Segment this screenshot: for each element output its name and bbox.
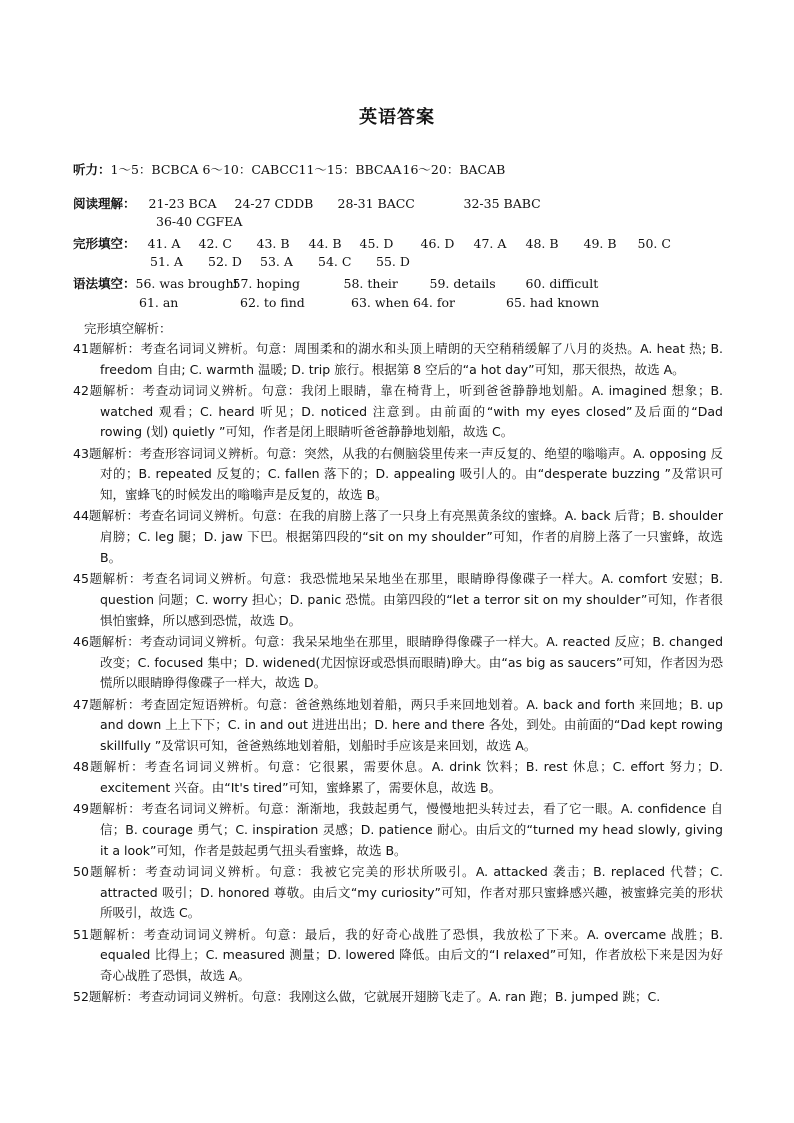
reading-label: 阅读理解： bbox=[73, 196, 136, 211]
explanation-item: 46题解析：考查动词词义辨析。句意：我呆呆地坐在那里，眼睛睁得像碟子一样大。A. reacted 反应；B. changed 改变；C. focused 集中；D. widened(尤因惊讶或恐惧而眼睛)睁大。由“as big as saucers”可知，作者因为恐慌所以眼睛睁得像碟子一样大，故选 D。 bbox=[73, 633, 723, 691]
answer-group: 21-23 BCA bbox=[148, 196, 217, 211]
answer-item: 45. D bbox=[359, 236, 394, 251]
answer-item: 65. had known bbox=[506, 295, 600, 310]
answer-item: 61. an bbox=[139, 295, 179, 310]
answer-group: 11～15：BBCAA bbox=[298, 162, 402, 177]
answer-group: 6～10：CABCC bbox=[202, 162, 299, 177]
answer-item: 60. difficult bbox=[525, 276, 599, 291]
explanation-list bbox=[73, 339, 723, 1009]
answer-item: 57. hoping bbox=[232, 276, 300, 291]
explanation-item: 47题解析：考查固定短语辨析。句意：爸爸熟练地划着船，两只手来回地划着。A. back and forth 来回地；B. up and down 上上下下；C. in and out 进进出出；D. here and there 各处，到处。由前面的“Dad kept rowing skillfully ”及常识可知，爸爸熟练地划着船，划船时手应该是来回划，故选 A。 bbox=[73, 696, 723, 753]
explanation-item: 44题解析：考查名词词义辨析。句意：在我的肩膀上落了一只身上有亮黑黄条纹的蜜蜂。A. back 后背；B. shoulder 肩膀；C. leg 腿；D. jaw 下巴。根据第四段的“sit on my shoulder”可知，作者的肩膀上落了一只蜜蜂，故选 B。 bbox=[73, 508, 723, 565]
answer-item: 62. to find bbox=[240, 295, 305, 310]
answer-item: 50. C bbox=[637, 236, 671, 251]
answer-item: 52. D bbox=[208, 254, 242, 269]
explanation-title: 完形填空解析： bbox=[84, 321, 172, 336]
answer-grammar-row2 bbox=[139, 295, 599, 310]
answer-group: 24-27 CDDB bbox=[234, 196, 314, 211]
answer-item: 46. D bbox=[420, 236, 455, 251]
answer-item: 58. their bbox=[343, 276, 398, 291]
explanation-item: 43题解析：考查形容词词义辨析。句意：突然，从我的右侧脑袋里传来一声反复的、绝望的嗡嗡声。A. opposing 反对的；B. repeated 反复的；C. fallen 落下的；D. appealing 吸引人的。由“desperate buzzing ”及常识可知，蜜蜂飞的时候发出的嗡嗡声是反复的，故选 B。 bbox=[73, 445, 723, 503]
answer-cloze bbox=[73, 234, 671, 252]
answer-item: 51. A bbox=[150, 254, 183, 269]
listening-label: 听力： bbox=[73, 162, 111, 177]
answer-item: 44. B bbox=[308, 236, 342, 251]
answer-item: 59. details bbox=[429, 276, 496, 291]
answer-item: 42. C bbox=[198, 236, 232, 251]
answer-item: 55. D bbox=[376, 254, 410, 269]
answer-group: 32-35 BABC bbox=[463, 196, 541, 211]
answer-item: 48. B bbox=[525, 236, 559, 251]
explanation-item: 51题解析：考查动词词义辨析。句意：最后，我的好奇心战胜了恐惧，我放松了下来。A. overcame 战胜；B. equaled 比得上；C. measured 测量；D. lowered 降低。由后文的“I relaxed”可知，作者放松下来是因为好奇心战胜了恐惧，故选 A。 bbox=[73, 926, 723, 984]
explanation-item: 41题解析：考查名词词义辨析。句意：周围柔和的湖水和头顶上晴朗的天空稍稍缓解了八月的炎热。A. heat 热; B. freedom 自由; C. warmth 温暖; D. trip 旅行。根据第 8 空后的“a hot day”可知，那天很热，故选 A。 bbox=[73, 341, 723, 377]
answer-cloze-row2 bbox=[150, 254, 410, 269]
answer-item: 63. when 64. for bbox=[351, 295, 456, 310]
answer-group: 36-40 CGFEA bbox=[156, 214, 243, 229]
answer-item: 56. was brought bbox=[135, 276, 239, 291]
answer-item: 49. B bbox=[583, 236, 617, 251]
answer-listening bbox=[73, 160, 505, 178]
explanation-item: 49题解析：考查名词词义辨析。句意：渐渐地，我鼓起勇气，慢慢地把头转过去，看了它一眼。A. confidence 自信；B. courage 勇气；C. inspiration 灵感；D. patience 耐心。由后文的“turned my head slowly, giving it a look”可知，作者是鼓起勇气扭头看蜜蜂，故选 B。 bbox=[73, 801, 723, 858]
cloze-label: 完形填空： bbox=[73, 236, 136, 251]
answer-item: 41. A bbox=[147, 236, 181, 251]
explanation-item: 45题解析：考查名词词义辨析。句意：我恐慌地呆呆地坐在那里，眼睛睁得像碟子一样大。A. comfort 安慰；B. question 问题；C. worry 担心；D. panic 恐慌。由第四段的“let a terror sit on my shoulder”可知，作者很惧怕蜜蜂，所以感到恐慌，故选 D。 bbox=[73, 571, 723, 628]
explanation-item: 52题解析：考查动词词义辨析。句意：我刚这么做，它就展开翅膀飞走了。A. ran 跑；B. jumped 跳；C. bbox=[73, 989, 661, 1005]
explanation-item: 42题解析：考查动词词义辨析。句意：我闭上眼睛，靠在椅背上，听到爸爸静静地划船。A. imagined 想象；B. watched 观看；C. heard 听见；D. noticed 注意到。由前面的“with my eyes closed”及后面的“Dad rowing (划) quietly ”可知，作者是闭上眼睛听爸爸静静地划船，故选 C。 bbox=[73, 383, 723, 440]
answer-group: 16～20：BACAB bbox=[402, 162, 506, 177]
answer-item: 54. C bbox=[318, 254, 352, 269]
page-title: 英语答案 bbox=[359, 107, 435, 128]
answer-group: 1～5：BCBCA bbox=[110, 162, 199, 177]
answer-group: 28-31 BACC bbox=[337, 196, 415, 211]
grammar-label: 语法填空： bbox=[73, 276, 136, 291]
explanation-item: 48题解析：考查名词词义辨析。句意：它很累，需要休息。A. drink 饮料；B. rest 休息；C. effort 努力；D. excitement 兴奋。由“It's tired”可知，蜜蜂累了，需要休息，故选 B。 bbox=[73, 759, 723, 795]
answer-reading bbox=[73, 194, 541, 212]
answer-item: 47. A bbox=[473, 236, 507, 251]
answer-grammar bbox=[73, 274, 598, 292]
answer-item: 53. A bbox=[260, 254, 293, 269]
answer-reading-row2 bbox=[156, 214, 242, 229]
explanation-item: 50题解析：考查动词词义辨析。句意：我被它完美的形状所吸引。A. attacked 袭击；B. replaced 代替；C. attracted 吸引；D. honored 尊敬。由后文“my curiosity”可知，作者对那只蜜蜂感兴趣，被蜜蜂完美的形状所吸引，故选 C。 bbox=[73, 863, 723, 921]
answer-item: 43. B bbox=[256, 236, 290, 251]
